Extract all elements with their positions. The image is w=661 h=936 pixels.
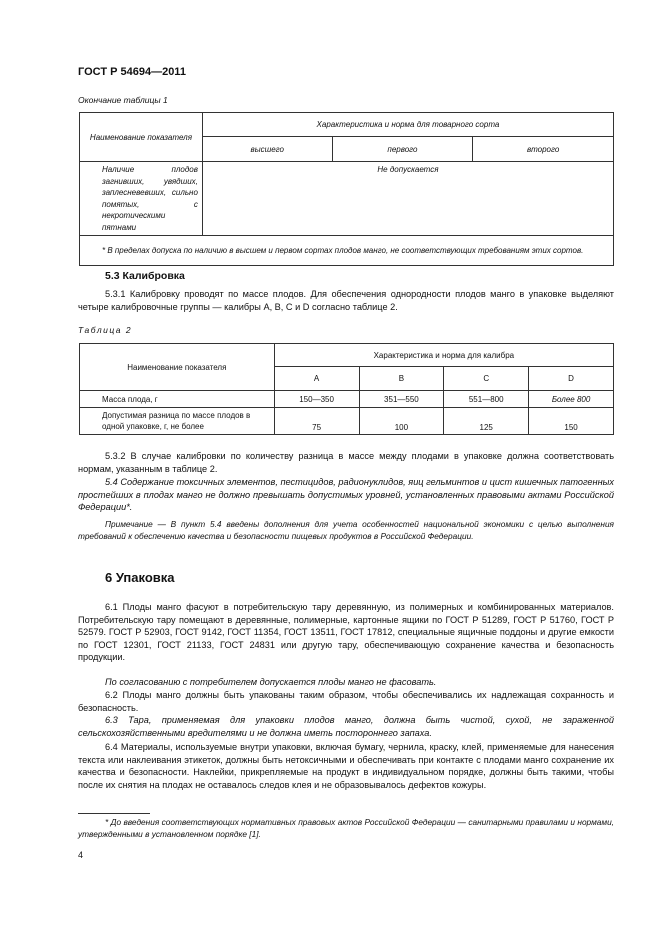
- table1-caption: Окончание таблицы 1: [78, 95, 168, 105]
- page-number: 4: [78, 850, 84, 860]
- table2-row2-value: 100: [359, 408, 444, 435]
- table1-grade-1: высшего: [202, 137, 332, 162]
- table2-header-name: Наименование показателя: [80, 344, 275, 391]
- paragraph-6-2: 6.2 Плоды манго должны быть упакованы таким образом, чтобы обеспечивались их надлежащая сохранность и безопасность.: [78, 690, 614, 713]
- table2-row1-value: 150—350: [274, 391, 359, 408]
- table1-header-name: Наименование показателя: [80, 113, 203, 162]
- table2: [79, 343, 614, 435]
- table1-row-label: Наличие плодов загнивших, увядших, заплесневевших, сильно помятых, с некротическими пятнами: [80, 162, 203, 236]
- table2-caption: Таблица 2: [78, 325, 133, 335]
- paragraph-6-4: 6.4 Материалы, используемые внутри упаковки, включая бумагу, чернила, краску, клей, применяемые для нанесения текста или наклеивания этикеток, должны быть нетоксичными и обеспечивать при контакте с плодами манго сохранение их качества и безопасности. Наклейки, прикрепляемые на продукт в индивидуальном порядке, должны быть такими, чтобы после их снятия на плодах не оставалось следов клея и не образовывалось дефектов кожуры.: [78, 742, 614, 790]
- document-id: ГОСТ Р 54694—2011: [78, 66, 186, 78]
- table2-caliber-a: А: [274, 367, 359, 391]
- paragraph-5-4: 5.4 Содержание токсичных элементов, пестицидов, радионуклидов, яиц гельминтов и цист кишечных патогенных простейших в плодах манго не должно превышать допустимых уровней, установленных правовыми актами Российской Федерации*.: [78, 477, 614, 512]
- table1-grade-3: второго: [473, 137, 614, 162]
- note: Примечание — В пункт 5.4 введены дополнения для учета особенностей национальной экономики с целью выполнения требований к обеспечению качества и безопасности пищевых продуктов в Российской Федерации.: [78, 519, 614, 541]
- table2-caliber-d: D: [529, 367, 614, 391]
- table1-row-value: Не допускается: [202, 162, 613, 236]
- table2-row1-value: 351—550: [359, 391, 444, 408]
- paragraph-5-3-2: 5.3.2 В случае калибровки по количеству разница в массе между плодами в упаковке должна соответствовать нормам, указанным в таблице 2.: [78, 451, 614, 474]
- table2-caliber-b: В: [359, 367, 444, 391]
- paragraph-6-3: 6.3 Тара, применяемая для упаковки плодов манго, должна быть чистой, сухой, не зараженной сельскохозяйственными вредителями и не должна иметь постороннего запаха.: [78, 715, 614, 738]
- paragraph-6-1: 6.1 Плоды манго фасуют в потребительскую тару деревянную, из полимерных и комбинированных материалов. Потребительскую тару помещают в деревянные, полимерные, картонные ящики по ГОСТ Р 51289, ГОСТ Р 51760, ГОСТ Р 52579. ГОСТ Р 52903, ГОСТ 9142, ГОСТ 11354, ГОСТ 13511, ГОСТ 17812, специальные ящичные поддоны и другие емкости по ГОСТ 12301, ГОСТ 21133, ГОСТ 24831 или другую тару, обеспечивающую сохранение качества и безопасность продукции.: [78, 602, 614, 662]
- paragraph-6-1-b: По согласованию с потребителем допускается плоды манго не фасовать.: [105, 677, 437, 687]
- table1-group-header: Характеристика и норма для товарного сорта: [202, 113, 613, 137]
- table2-group-header: Характеристика и норма для калибра: [274, 344, 613, 367]
- table2-row2-value: 75: [274, 408, 359, 435]
- table2-row1-label: Масса плода, г: [80, 391, 275, 408]
- footnote: * До введения соответствующих нормативных правовых актов Российской Федерации — санитарными правилами и нормами, утвержденными в установленном порядке [1].: [78, 817, 614, 839]
- section-6-heading: 6 Упаковка: [105, 570, 175, 585]
- table1-grade-2: первого: [332, 137, 473, 162]
- paragraph-5-3-1: 5.3.1 Калибровку проводят по массе плодов. Для обеспечения однородности плодов манго в упаковке выделяют четыре калибровочные группы — калибры А, В, С и D согласно таблице 2.: [78, 289, 614, 312]
- footnote-divider: [78, 813, 150, 814]
- table1: [79, 112, 614, 266]
- table2-row1-value: Более 800: [529, 391, 614, 408]
- table2-caliber-c: С: [444, 367, 529, 391]
- table1-footnote: * В пределах допуска по наличию в высшем и первом сортах плодов манго, не соответствующих требованиям этих сортов.: [80, 236, 614, 266]
- section-5-3-heading: 5.3 Калибровка: [105, 270, 185, 282]
- table2-row2-value: 125: [444, 408, 529, 435]
- table2-row2-label: Допустимая разница по массе плодов в одной упаковке, г, не более: [80, 408, 275, 435]
- table2-row2-value: 150: [529, 408, 614, 435]
- table2-row1-value: 551—800: [444, 391, 529, 408]
